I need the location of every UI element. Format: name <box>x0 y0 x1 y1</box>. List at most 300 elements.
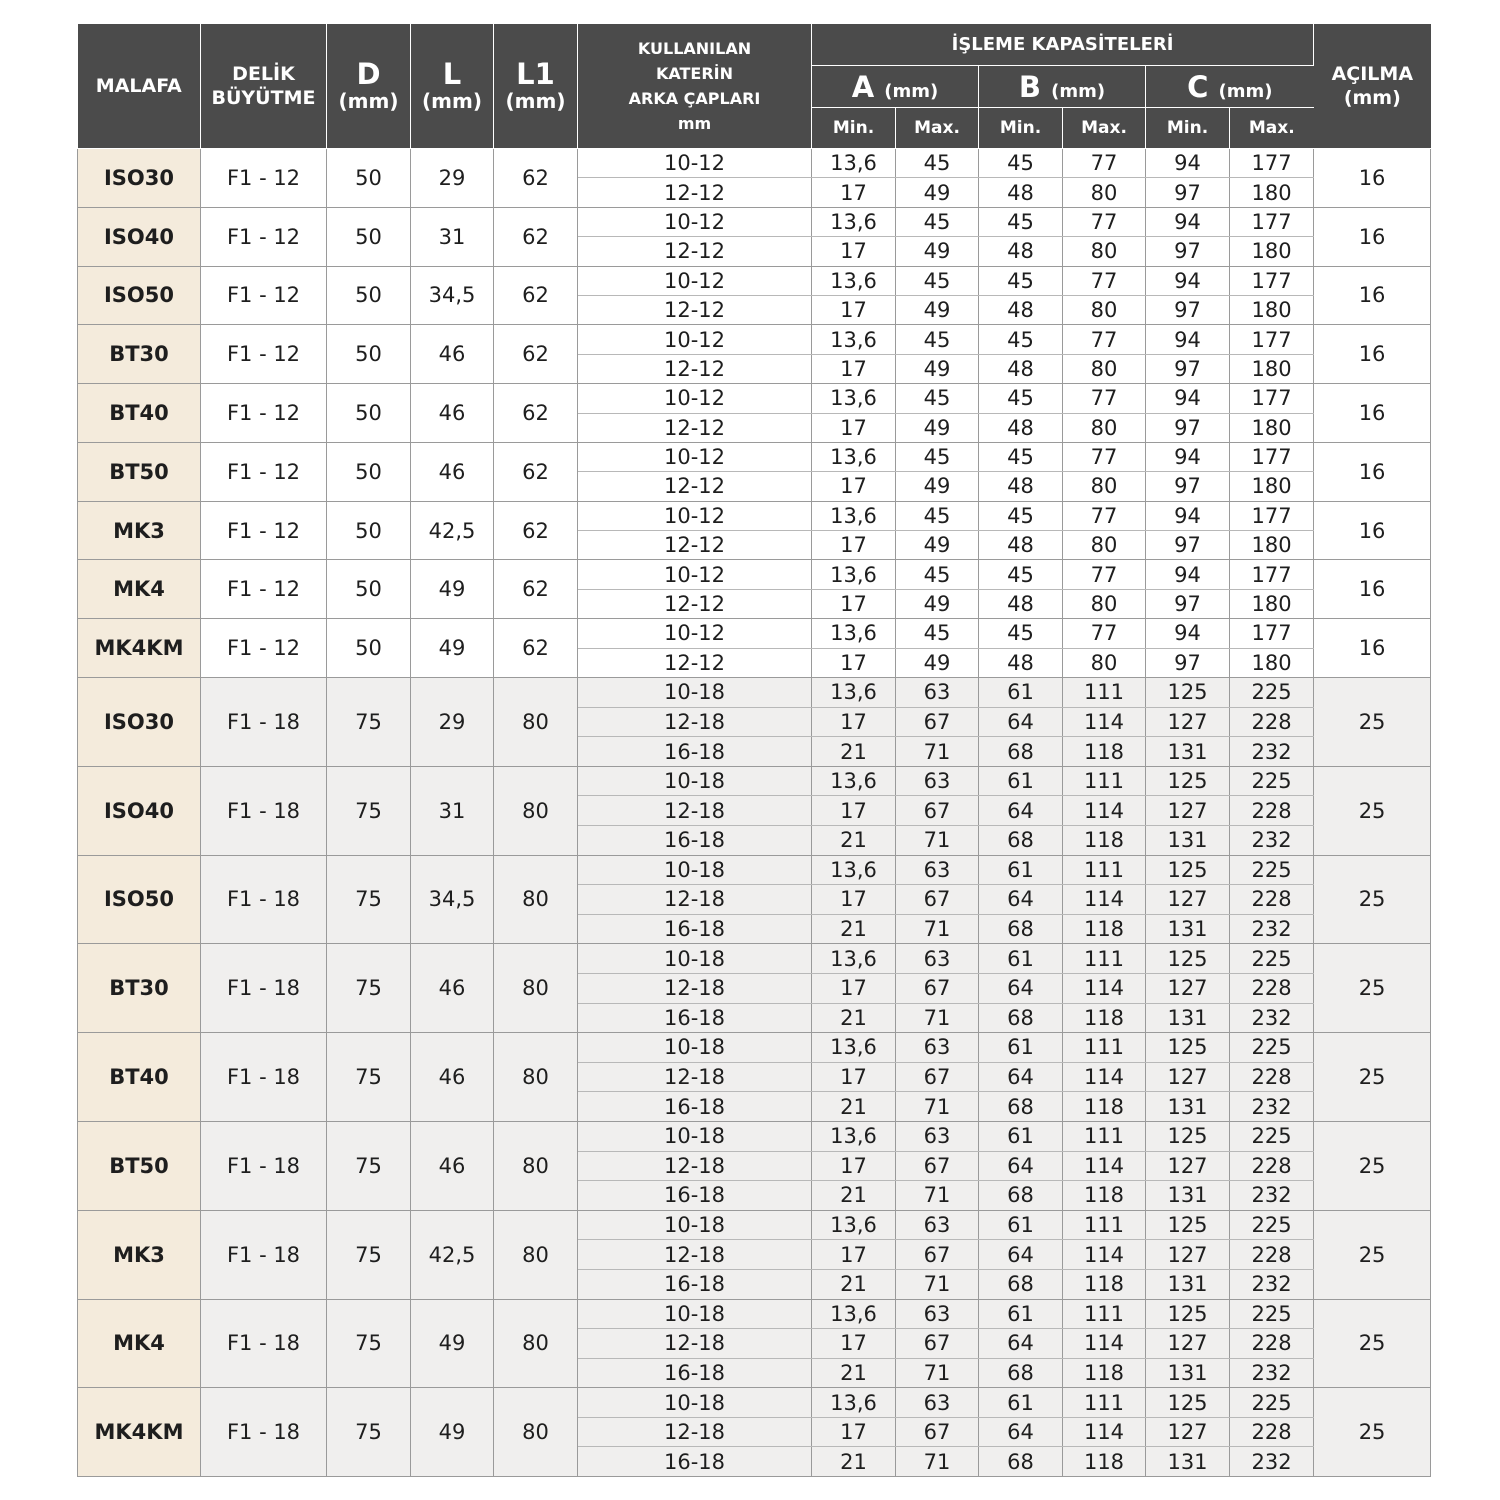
cell-c-max: 232 <box>1230 914 1314 944</box>
cell-b-min: 64 <box>979 707 1063 737</box>
cell-c-min: 94 <box>1146 442 1230 471</box>
cell-a-max: 63 <box>896 678 979 708</box>
cell-b-max: 118 <box>1063 826 1146 856</box>
cell-malafa: MK4 <box>78 1299 201 1388</box>
table-row <box>78 325 1431 354</box>
cell-kater: 10-12 <box>578 442 812 471</box>
cell-a-min: 17 <box>812 295 896 324</box>
cell-c-min: 131 <box>1146 1181 1230 1211</box>
cell-a-max: 63 <box>896 766 979 796</box>
cell-c-max: 225 <box>1230 766 1314 796</box>
cell-acilma: 25 <box>1314 855 1431 944</box>
cell-kater: 16-18 <box>578 1269 812 1299</box>
table-row <box>78 944 1431 974</box>
cell-kater: 12-12 <box>578 413 812 442</box>
table-row <box>78 207 1431 236</box>
cell-b-max: 77 <box>1063 266 1146 295</box>
cell-kater: 10-18 <box>578 766 812 796</box>
cell-a-min: 17 <box>812 973 896 1003</box>
cell-c-min: 125 <box>1146 1210 1230 1240</box>
header-acilma-line2: (mm) <box>1343 87 1401 109</box>
cell-l: 34,5 <box>411 266 494 325</box>
cell-b-max: 80 <box>1063 237 1146 266</box>
cell-c-max: 180 <box>1230 354 1314 383</box>
cell-kater: 10-18 <box>578 1033 812 1063</box>
cell-a-min: 17 <box>812 1151 896 1181</box>
cell-b-min: 45 <box>979 619 1063 648</box>
cell-c-min: 131 <box>1146 1358 1230 1388</box>
cell-kater: 12-18 <box>578 973 812 1003</box>
cell-a-min: 13,6 <box>812 619 896 648</box>
cell-b-min: 68 <box>979 1269 1063 1299</box>
cell-b-max: 118 <box>1063 1447 1146 1477</box>
row-group <box>78 384 1431 443</box>
cell-b-max: 114 <box>1063 1151 1146 1181</box>
cell-a-max: 71 <box>896 1269 979 1299</box>
cell-b-min: 48 <box>979 472 1063 501</box>
cell-b-max: 114 <box>1063 973 1146 1003</box>
cell-l: 49 <box>411 619 494 678</box>
cell-a-min: 13,6 <box>812 442 896 471</box>
row-group <box>78 944 1431 1033</box>
cell-b-max: 114 <box>1063 1417 1146 1447</box>
cell-a-min: 21 <box>812 1269 896 1299</box>
cell-malafa: MK4KM <box>78 1388 201 1477</box>
cell-malafa: ISO40 <box>78 766 201 855</box>
cell-kater: 12-18 <box>578 1417 812 1447</box>
cell-b-max: 118 <box>1063 737 1146 767</box>
cell-b-min: 45 <box>979 501 1063 530</box>
cell-c-min: 127 <box>1146 1062 1230 1092</box>
cell-a-max: 45 <box>896 501 979 530</box>
cell-a-min: 21 <box>812 1447 896 1477</box>
cell-acilma: 25 <box>1314 1299 1431 1388</box>
cell-c-max: 177 <box>1230 560 1314 589</box>
cell-a-min: 17 <box>812 472 896 501</box>
cell-kater: 16-18 <box>578 1003 812 1033</box>
cell-c-max: 232 <box>1230 1003 1314 1033</box>
row-group <box>78 266 1431 325</box>
table-row <box>78 442 1431 471</box>
cell-a-max: 63 <box>896 1033 979 1063</box>
cell-a-min: 17 <box>812 648 896 677</box>
cell-b-max: 80 <box>1063 648 1146 677</box>
cell-l1: 80 <box>494 1388 578 1477</box>
cell-c-min: 97 <box>1146 589 1230 618</box>
cell-b-max: 77 <box>1063 149 1146 178</box>
cell-a-min: 13,6 <box>812 766 896 796</box>
cell-a-min: 13,6 <box>812 678 896 708</box>
cell-c-min: 131 <box>1146 1003 1230 1033</box>
cell-a-max: 71 <box>896 1003 979 1033</box>
cell-d: 75 <box>327 1299 411 1388</box>
cell-kater: 10-12 <box>578 384 812 413</box>
cell-a-min: 13,6 <box>812 149 896 178</box>
cell-kater: 12-12 <box>578 295 812 324</box>
cell-c-min: 97 <box>1146 413 1230 442</box>
cell-malafa: BT50 <box>78 1121 201 1210</box>
cell-a-max: 45 <box>896 149 979 178</box>
cell-a-max: 67 <box>896 1329 979 1359</box>
cell-c-max: 225 <box>1230 944 1314 974</box>
cell-delik: F1 - 12 <box>201 442 327 501</box>
cell-b-min: 45 <box>979 442 1063 471</box>
cell-c-min: 127 <box>1146 796 1230 826</box>
cell-a-min: 13,6 <box>812 855 896 885</box>
cell-a-min: 13,6 <box>812 1299 896 1329</box>
cell-a-min: 17 <box>812 1240 896 1270</box>
cell-c-max: 232 <box>1230 1181 1314 1211</box>
cell-a-max: 49 <box>896 589 979 618</box>
cell-b-max: 118 <box>1063 914 1146 944</box>
header-c-max: Max. <box>1230 108 1314 149</box>
cell-l: 46 <box>411 384 494 443</box>
cell-kater: 10-12 <box>578 501 812 530</box>
cell-delik: F1 - 18 <box>201 678 327 767</box>
cell-a-max: 71 <box>896 1358 979 1388</box>
cell-b-min: 45 <box>979 266 1063 295</box>
cell-delik: F1 - 18 <box>201 1121 327 1210</box>
cell-d: 50 <box>327 266 411 325</box>
cell-b-max: 111 <box>1063 1299 1146 1329</box>
header-l1 <box>494 24 578 149</box>
cell-b-min: 45 <box>979 325 1063 354</box>
cell-a-max: 67 <box>896 885 979 915</box>
cell-b-min: 68 <box>979 1003 1063 1033</box>
cell-b-max: 80 <box>1063 178 1146 207</box>
cell-l: 49 <box>411 1299 494 1388</box>
cell-kater: 10-12 <box>578 619 812 648</box>
cell-c-min: 127 <box>1146 1417 1230 1447</box>
cell-a-min: 17 <box>812 1329 896 1359</box>
cell-b-max: 111 <box>1063 766 1146 796</box>
cell-kater: 12-12 <box>578 531 812 560</box>
cell-a-max: 45 <box>896 384 979 413</box>
cell-c-min: 97 <box>1146 648 1230 677</box>
cell-c-max: 232 <box>1230 1447 1314 1477</box>
cell-kater: 12-12 <box>578 589 812 618</box>
cell-a-min: 17 <box>812 1062 896 1092</box>
header-l-unit: (mm) <box>422 89 482 113</box>
cell-c-max: 228 <box>1230 796 1314 826</box>
cell-l: 31 <box>411 207 494 266</box>
cell-delik: F1 - 12 <box>201 619 327 678</box>
cell-l1: 80 <box>494 1033 578 1122</box>
cell-l1: 80 <box>494 1210 578 1299</box>
cell-l1: 62 <box>494 619 578 678</box>
cell-l: 29 <box>411 149 494 208</box>
cell-a-max: 63 <box>896 1299 979 1329</box>
cell-b-max: 80 <box>1063 589 1146 618</box>
cell-kater: 16-18 <box>578 914 812 944</box>
table-row <box>78 1388 1431 1418</box>
cell-c-max: 225 <box>1230 1299 1314 1329</box>
cell-b-min: 48 <box>979 354 1063 383</box>
cell-c-max: 177 <box>1230 149 1314 178</box>
cell-delik: F1 - 18 <box>201 1033 327 1122</box>
cell-l1: 62 <box>494 207 578 266</box>
cell-b-min: 48 <box>979 413 1063 442</box>
cell-kater: 12-18 <box>578 707 812 737</box>
table-row <box>78 266 1431 295</box>
cell-a-min: 21 <box>812 826 896 856</box>
cell-b-min: 61 <box>979 1033 1063 1063</box>
cell-l: 42,5 <box>411 1210 494 1299</box>
header-isleme: İŞLEME KAPASİTELERİ <box>812 24 1314 66</box>
cell-c-max: 180 <box>1230 589 1314 618</box>
cell-kater: 10-18 <box>578 1210 812 1240</box>
table-row <box>78 1033 1431 1063</box>
cell-l: 29 <box>411 678 494 767</box>
cell-d: 50 <box>327 619 411 678</box>
cell-b-min: 48 <box>979 648 1063 677</box>
cell-l: 49 <box>411 1388 494 1477</box>
cell-l1: 62 <box>494 501 578 560</box>
cell-b-max: 118 <box>1063 1181 1146 1211</box>
cell-kater: 10-18 <box>578 1388 812 1418</box>
cell-a-min: 17 <box>812 413 896 442</box>
cell-c-min: 131 <box>1146 737 1230 767</box>
cell-a-min: 17 <box>812 707 896 737</box>
cell-c-min: 94 <box>1146 619 1230 648</box>
cell-a-max: 49 <box>896 237 979 266</box>
cell-a-min: 13,6 <box>812 1033 896 1063</box>
cell-a-min: 17 <box>812 354 896 383</box>
cell-delik: F1 - 18 <box>201 1299 327 1388</box>
cell-b-min: 48 <box>979 178 1063 207</box>
cell-a-max: 49 <box>896 295 979 324</box>
cell-kater: 12-12 <box>578 178 812 207</box>
cell-c-max: 228 <box>1230 973 1314 1003</box>
cell-b-min: 61 <box>979 1121 1063 1151</box>
cell-a-max: 67 <box>896 973 979 1003</box>
cell-c-min: 97 <box>1146 178 1230 207</box>
cell-a-min: 17 <box>812 1417 896 1447</box>
cell-c-min: 127 <box>1146 1151 1230 1181</box>
cell-d: 50 <box>327 325 411 384</box>
cell-c-min: 94 <box>1146 325 1230 354</box>
cell-malafa: ISO30 <box>78 678 201 767</box>
cell-c-max: 228 <box>1230 1240 1314 1270</box>
cell-c-min: 127 <box>1146 973 1230 1003</box>
cell-malafa: BT30 <box>78 325 201 384</box>
cell-c-min: 97 <box>1146 531 1230 560</box>
row-group <box>78 149 1431 208</box>
cell-a-max: 63 <box>896 1388 979 1418</box>
cell-c-min: 125 <box>1146 1388 1230 1418</box>
cell-b-min: 64 <box>979 796 1063 826</box>
cell-a-max: 63 <box>896 855 979 885</box>
table-row <box>78 1299 1431 1329</box>
cell-c-max: 225 <box>1230 1121 1314 1151</box>
cell-acilma: 16 <box>1314 619 1431 678</box>
cell-a-min: 13,6 <box>812 501 896 530</box>
cell-a-min: 17 <box>812 178 896 207</box>
cell-l1: 62 <box>494 325 578 384</box>
cell-c-min: 94 <box>1146 149 1230 178</box>
cell-delik: F1 - 12 <box>201 501 327 560</box>
row-group <box>78 501 1431 560</box>
cell-b-max: 111 <box>1063 855 1146 885</box>
cell-b-max: 114 <box>1063 796 1146 826</box>
header-l-label: L <box>442 57 462 91</box>
cell-kater: 10-12 <box>578 560 812 589</box>
cell-c-min: 125 <box>1146 1299 1230 1329</box>
cell-d: 50 <box>327 560 411 619</box>
cell-a-max: 71 <box>896 737 979 767</box>
cell-b-max: 80 <box>1063 354 1146 383</box>
cell-c-max: 225 <box>1230 855 1314 885</box>
cell-l1: 62 <box>494 149 578 208</box>
cell-c-max: 177 <box>1230 384 1314 413</box>
cell-l: 46 <box>411 325 494 384</box>
row-group <box>78 1033 1431 1122</box>
cell-b-min: 68 <box>979 1447 1063 1477</box>
cell-acilma: 25 <box>1314 1210 1431 1299</box>
cell-c-max: 228 <box>1230 1062 1314 1092</box>
cell-malafa: MK4KM <box>78 619 201 678</box>
cell-l1: 80 <box>494 944 578 1033</box>
table-row <box>78 1210 1431 1240</box>
cell-l1: 80 <box>494 766 578 855</box>
cell-a-min: 17 <box>812 885 896 915</box>
cell-l1: 80 <box>494 1121 578 1210</box>
cell-l: 49 <box>411 560 494 619</box>
cell-c-min: 131 <box>1146 826 1230 856</box>
cell-c-min: 94 <box>1146 501 1230 530</box>
header-a-max: Max. <box>896 108 979 149</box>
cell-b-max: 114 <box>1063 885 1146 915</box>
cell-b-max: 111 <box>1063 1388 1146 1418</box>
cell-a-min: 21 <box>812 1003 896 1033</box>
cell-malafa: MK4 <box>78 560 201 619</box>
header-a-unit: (mm) <box>884 80 939 102</box>
cell-a-max: 67 <box>896 1417 979 1447</box>
cell-c-max: 177 <box>1230 325 1314 354</box>
cell-malafa: BT30 <box>78 944 201 1033</box>
header-d-label: D <box>356 57 381 91</box>
cell-kater: 10-18 <box>578 1299 812 1329</box>
header-b-label: B <box>1018 69 1042 104</box>
cell-acilma: 16 <box>1314 207 1431 266</box>
cell-c-max: 177 <box>1230 442 1314 471</box>
cell-c-max: 232 <box>1230 1269 1314 1299</box>
cell-l1: 80 <box>494 678 578 767</box>
cell-a-max: 67 <box>896 1240 979 1270</box>
cell-a-max: 63 <box>896 944 979 974</box>
table-row <box>78 678 1431 708</box>
cell-d: 50 <box>327 384 411 443</box>
cell-a-max: 45 <box>896 560 979 589</box>
cell-a-max: 49 <box>896 472 979 501</box>
cell-a-max: 49 <box>896 648 979 677</box>
cell-c-max: 228 <box>1230 1329 1314 1359</box>
cell-malafa: MK3 <box>78 1210 201 1299</box>
cell-kater: 12-18 <box>578 1062 812 1092</box>
cell-d: 50 <box>327 149 411 208</box>
cell-c-min: 131 <box>1146 1092 1230 1122</box>
cell-kater: 16-18 <box>578 737 812 767</box>
cell-b-min: 61 <box>979 766 1063 796</box>
header-a-min: Min. <box>812 108 896 149</box>
header-l1-label: L1 <box>516 57 555 91</box>
cell-d: 50 <box>327 442 411 501</box>
cell-acilma: 16 <box>1314 149 1431 208</box>
cell-acilma: 25 <box>1314 1388 1431 1477</box>
cell-b-min: 61 <box>979 1388 1063 1418</box>
cell-c-max: 180 <box>1230 178 1314 207</box>
row-group <box>78 855 1431 944</box>
cell-b-min: 45 <box>979 384 1063 413</box>
cell-b-max: 118 <box>1063 1358 1146 1388</box>
cell-c-max: 180 <box>1230 295 1314 324</box>
cell-c-max: 177 <box>1230 501 1314 530</box>
cell-a-min: 13,6 <box>812 325 896 354</box>
cell-l1: 62 <box>494 560 578 619</box>
cell-b-max: 77 <box>1063 619 1146 648</box>
cell-c-max: 225 <box>1230 1210 1314 1240</box>
cell-b-max: 80 <box>1063 413 1146 442</box>
table-row <box>78 560 1431 589</box>
cell-b-min: 61 <box>979 1299 1063 1329</box>
cell-d: 50 <box>327 207 411 266</box>
cell-b-min: 68 <box>979 1358 1063 1388</box>
cell-b-min: 61 <box>979 678 1063 708</box>
cell-c-min: 97 <box>1146 237 1230 266</box>
cell-c-max: 225 <box>1230 1388 1314 1418</box>
cell-delik: F1 - 12 <box>201 266 327 325</box>
cell-a-max: 67 <box>896 1062 979 1092</box>
cell-acilma: 16 <box>1314 560 1431 619</box>
header-b-max: Max. <box>1063 108 1146 149</box>
cell-b-min: 68 <box>979 737 1063 767</box>
header-kater-line2: KATERİN <box>655 64 734 83</box>
cell-kater: 12-18 <box>578 796 812 826</box>
row-group <box>78 207 1431 266</box>
cell-b-min: 61 <box>979 855 1063 885</box>
cell-acilma: 25 <box>1314 1033 1431 1122</box>
cell-b-max: 114 <box>1063 1240 1146 1270</box>
cell-b-min: 48 <box>979 237 1063 266</box>
cell-kater: 10-12 <box>578 266 812 295</box>
cell-c-max: 177 <box>1230 266 1314 295</box>
cell-b-min: 45 <box>979 560 1063 589</box>
cell-b-max: 114 <box>1063 707 1146 737</box>
cell-b-min: 64 <box>979 1417 1063 1447</box>
cell-b-max: 111 <box>1063 1121 1146 1151</box>
cell-c-min: 125 <box>1146 1033 1230 1063</box>
cell-c-min: 131 <box>1146 914 1230 944</box>
header-c-label: C <box>1187 69 1209 104</box>
cell-a-min: 13,6 <box>812 1210 896 1240</box>
cell-b-max: 77 <box>1063 442 1146 471</box>
cell-kater: 16-18 <box>578 1092 812 1122</box>
cell-a-max: 67 <box>896 1151 979 1181</box>
cell-b-max: 80 <box>1063 472 1146 501</box>
cell-acilma: 16 <box>1314 501 1431 560</box>
cell-a-min: 13,6 <box>812 266 896 295</box>
cell-d: 75 <box>327 1121 411 1210</box>
cell-b-max: 77 <box>1063 560 1146 589</box>
header-delik-line1: DELİK <box>232 63 295 85</box>
cell-kater: 12-12 <box>578 354 812 383</box>
cell-b-min: 64 <box>979 973 1063 1003</box>
cell-a-min: 17 <box>812 796 896 826</box>
cell-b-max: 118 <box>1063 1092 1146 1122</box>
cell-b-min: 48 <box>979 589 1063 618</box>
cell-c-max: 180 <box>1230 472 1314 501</box>
cell-kater: 10-18 <box>578 1121 812 1151</box>
